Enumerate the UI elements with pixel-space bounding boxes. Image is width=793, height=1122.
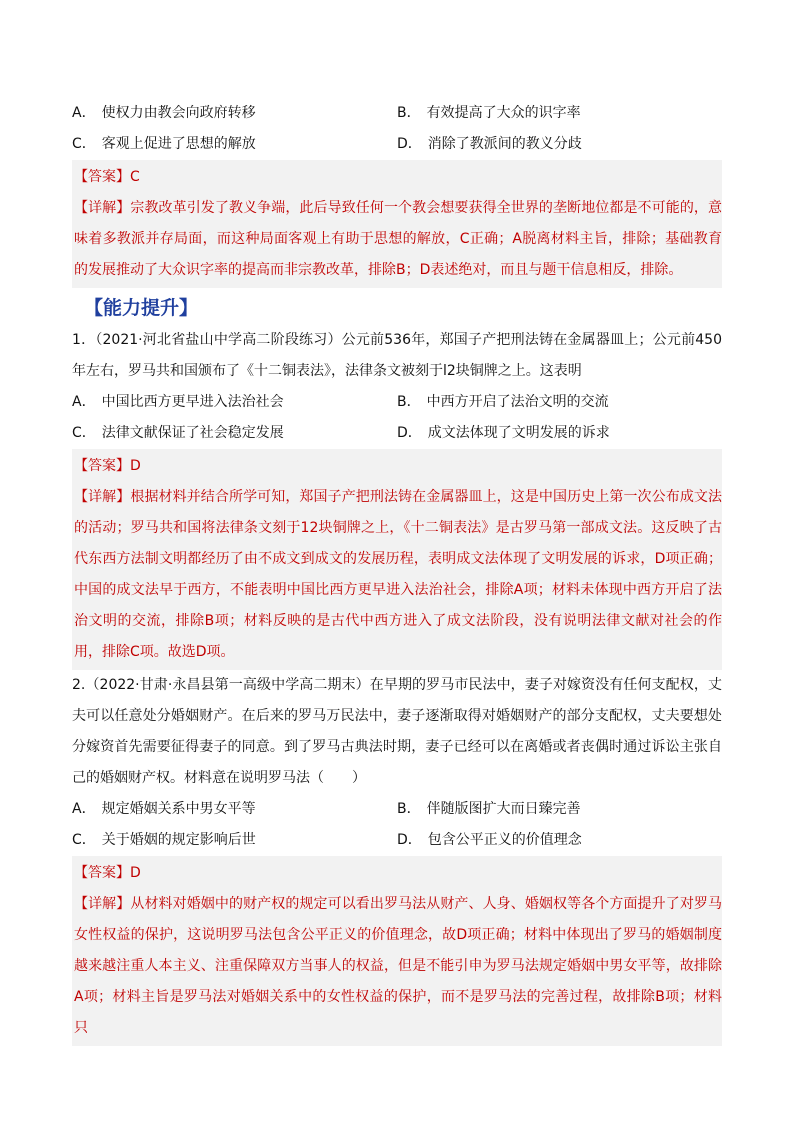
- q0-option-c[interactable]: C． 客观上促进了思想的解放: [72, 136, 256, 152]
- q0-options: [72, 98, 722, 160]
- q1-detail: 【详解】根据材料并结合所学可知，郑国子产把刑法铸在金属器皿上，这是中国历史上第一次公布成文法的活动；罗马共和国将法律条文刻于12块铜牌之上，《十二铜表法》是古罗马第一部成文法。这反映了古代东西方法制文明都经历了由不成文到成文的发展历程，表明成文法体现了文明发展的诉求，D项正确；中国的成文法早于西方，不能表明中国比西方更早进入法治社会，排除A项；材料未体现中西方开启了法治文明的交流，排除B项；材料反映的是古代中西方进入了成文法阶段，没有说明法律文献对社会的作用，排除C项。故选D项。: [74, 489, 723, 660]
- q1-stem: 1．（2021·河北省盐山中学高二阶段练习）公元前536年，郑国子产把刑法铸在金属器皿上；公元前450年左右，罗马共和国颁布了《十二铜表法》，法律条文被刻于l2块铜牌之上。这表明: [72, 332, 722, 379]
- q0-option-a[interactable]: A． 使权力由教会向政府转移: [72, 105, 256, 121]
- q1-option-a[interactable]: A． 中国比西方更早进入法治社会: [72, 394, 284, 410]
- q2-answer-block: [72, 856, 722, 1046]
- q1-answer-block: [72, 449, 722, 670]
- q2-option-c[interactable]: C． 关于婚姻的规定影响后世: [72, 832, 256, 848]
- q0-detail: 【详解】宗教改革引发了教义争端，此后导致任何一个教会想要获得全世界的垄断地位都是不可能的，意味着多教派并存局面，而这种局面客观上有助于思想的解放，C正确；A脱离材料主旨，排除；基础教育的发展推动了大众识字率的提高而非宗教改革，排除B；D表述绝对，而且与题干信息相反，排除。: [74, 200, 723, 278]
- q1-option-c[interactable]: C． 法律文献保证了社会稳定发展: [72, 425, 284, 441]
- q2-option-b[interactable]: B． 伴随版图扩大而日臻完善: [397, 801, 581, 817]
- q1-options: [72, 387, 722, 449]
- q2-stem: 2.（2022·甘肃·永昌县第一高级中学高二期末）在早期的罗马市民法中，妻子对嫁资没有任何支配权，丈夫可以任意处分婚姻财产。在后来的罗马万民法中，妻子逐渐取得对婚姻财产的部分支配权，丈夫要想处分嫁资首先需要征得妻子的同意。到了罗马古典法时期，妻子已经可以在离婚或者丧偶时通过诉讼主张自己的婚姻财产权。材料意在说明罗马法（ ）: [72, 677, 722, 786]
- q0-option-b[interactable]: B． 有效提高了大众的识字率: [397, 105, 581, 121]
- q2-detail: 【详解】从材料对婚姻中的财产权的规定可以看出罗马法从财产、人身、婚姻权等各个方面提升了对罗马女性权益的保护，这说明罗马法包含公平正义的价值理念，故D项正确；材料中体现出了罗马的婚姻制度越来越注重人本主义、注重保障双方当事人的权益，但是不能引申为罗马法规定婚姻中男女平等，故排除A项；材料主旨是罗马法对婚姻关系中的女性权益的保护，而不是罗马法的完善过程，故排除B项；材料只: [74, 896, 723, 1036]
- q1-option-b[interactable]: B． 中西方开启了法治文明的交流: [397, 394, 609, 410]
- q2-options: [72, 794, 722, 856]
- q1-option-d[interactable]: D． 成文法体现了文明发展的诉求: [397, 425, 610, 441]
- q0-answer: 【答案】C: [74, 169, 140, 185]
- document-page: [72, 98, 722, 1046]
- section-title: 【能力提升】: [84, 297, 199, 319]
- q2-option-d[interactable]: D． 包含公平正义的价值理念: [397, 832, 582, 848]
- q2-option-a[interactable]: A． 规定婚姻关系中男女平等: [72, 801, 256, 817]
- q0-answer-block: [72, 160, 722, 288]
- q1-answer: 【答案】D: [74, 458, 141, 474]
- q2-answer: 【答案】D: [74, 865, 141, 881]
- q0-option-d[interactable]: D． 消除了教派间的教义分歧: [397, 136, 582, 152]
